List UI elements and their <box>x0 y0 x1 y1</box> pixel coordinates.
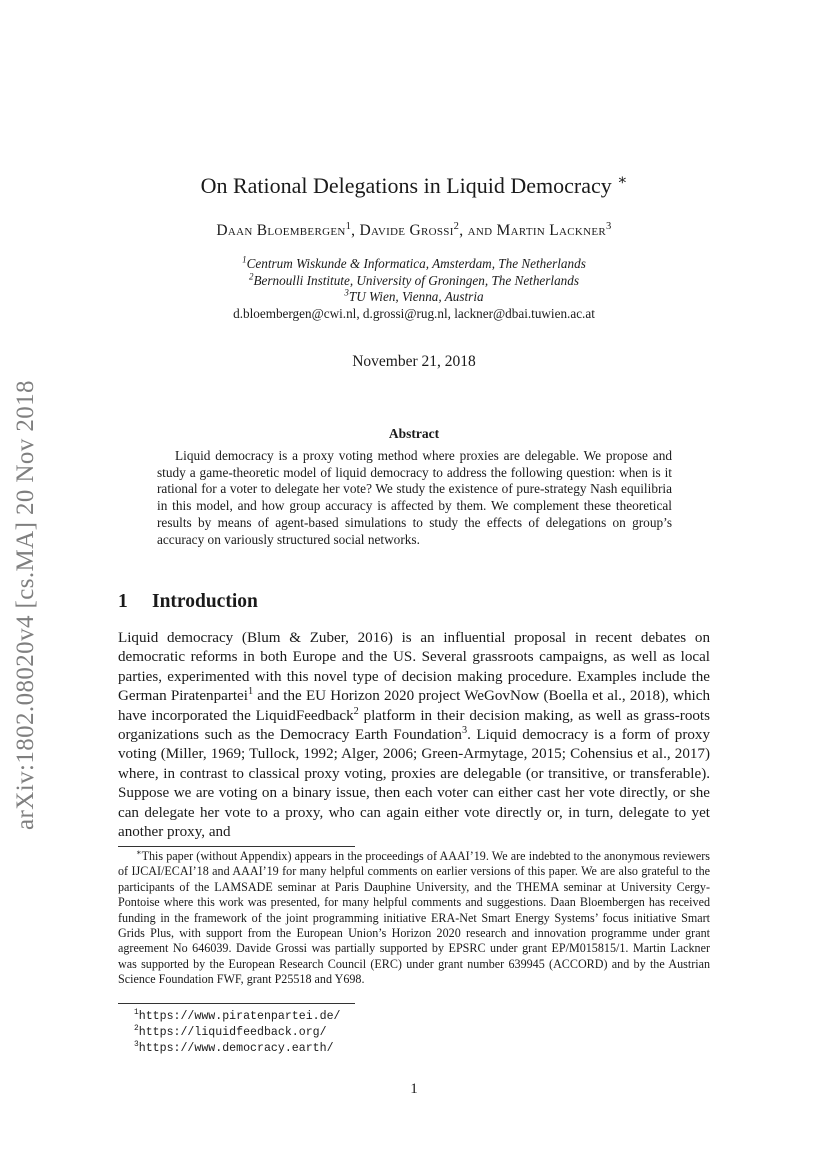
section-title: Introduction <box>152 591 258 612</box>
url-footnote <box>134 1025 341 1041</box>
footnote-url[interactable]: https://www.piratenpartei.de/ <box>138 1010 341 1023</box>
title-footnote-mark: ∗ <box>617 172 628 189</box>
author-affiliation-mark: 3 <box>606 220 612 232</box>
footnote-url[interactable]: https://liquidfeedback.org/ <box>138 1026 327 1039</box>
footnote-mark: 1 <box>134 1008 139 1018</box>
footnote-divider <box>118 846 355 847</box>
intro-text: Liquid democracy (Blum & Zuber, 2016) is an influential proposal in recent debates on democratic reforms in both Europe and the US. Several grassroots campaigns, as well as local parties, experimented with this novel type of decision making procedure. Examples include the German Piratenpartei <box>118 630 710 705</box>
page-number: 1 <box>410 1081 418 1097</box>
footnote-ref: 2 <box>353 705 359 717</box>
footnote-mark: 3 <box>134 1040 139 1050</box>
author-affiliation-mark: 1 <box>345 220 352 232</box>
affiliation <box>0 273 828 289</box>
author-list <box>0 222 828 240</box>
acknowledgement-footnote <box>118 849 710 988</box>
affiliation <box>0 289 828 305</box>
footnote-ref: 3 <box>461 725 468 736</box>
author-affiliation-mark: 2 <box>453 220 460 232</box>
intro-text: and the EU Horizon 2020 project WeGovNow (Boella et al., 2018), which have incorporated the LiquidFeedback <box>118 688 710 724</box>
intro-paragraph <box>118 629 710 842</box>
affiliation-mark: 1 <box>242 254 247 265</box>
author-emails: d.bloembergen@cwi.nl, d.grossi@rug.nl, lackner@dbai.tuwien.ac.at <box>233 306 595 321</box>
abstract-heading: Abstract <box>388 426 440 441</box>
footnote-ref: 1 <box>247 686 254 698</box>
affiliation-mark: 2 <box>249 271 254 282</box>
affiliation-text: Bernoulli Institute, University of Groningen, The Netherlands <box>253 273 579 288</box>
footnote-mark: 2 <box>134 1024 139 1034</box>
author-name: Martin Lackner <box>496 222 607 239</box>
affiliation-text: TU Wien, Vienna, Austria <box>348 289 484 304</box>
url-footnote <box>134 1041 341 1057</box>
url-footnotes <box>134 1009 341 1057</box>
intro-text: platform in their decision making, as well as grass-roots organizations such as the Democracy Earth Foundation <box>118 707 710 744</box>
section-heading <box>118 591 258 613</box>
url-footnote <box>134 1009 341 1025</box>
author-separator: , <box>351 222 360 239</box>
paper-date: November 21, 2018 <box>352 353 476 370</box>
paper-title <box>0 173 828 199</box>
footnote-text: This paper (without Appendix) appears in the proceedings of AAAI’19. We are indebted to the anonymous reviewers of IJCAI/ECAI’18 and AAAI’19 for many helpful comments on earlier versions of this paper. We are also grateful to the participants of the LAMSADE seminar at Paris Dauphine University, and the THEMA seminar at University Cergy-Pontoise where this work was presented, for many helpful comments and suggestions. Daan Bloembergen has received funding in the framework of the joint programming initiative ERA-Net Smart Energy Systems’ focus initiative Smart Grids Plus, with support from the European Union’s Horizon 2020 research and innovation programme under grant agreement No 646039. Davide Grossi was partially supported by EPSRC under grant EP/M015815/1. Martin Lackner was supported by the European Research Council (ERC) under grant number 639945 (ACCORD) and by the Austrian Science Foundation FWF, grant P25518 and Y698. <box>118 849 710 987</box>
author-separator: , and <box>459 222 497 239</box>
arxiv-identifier: arXiv:1802.08020v4 [cs.MA] 20 Nov 2018 <box>12 380 39 830</box>
section-number: 1 <box>118 591 128 612</box>
affiliation-text: Centrum Wiskunde & Informatica, Amsterdam, The Netherlands <box>246 256 586 271</box>
abstract-text: Liquid democracy is a proxy voting method where proxies are delegable. We propose and study a game-theoretic model of liquid democracy to address the following question: when is it rational for a voter to delegate her vote? We study the existence of pure-strategy Nash equilibria in this model, and how group accuracy is affected by them. We complement these theoretical results by means of agent-based simulations to study the effects of delegations on group’s accuracy on variously structured social networks. <box>157 448 672 547</box>
footnote-url[interactable]: https://www.democracy.earth/ <box>138 1042 334 1055</box>
intro-text: . Liquid democracy is a form of proxy voting (Miller, 1969; Tullock, 1992; Alger, 2006; Green-Armytage, 2015; Cohensius et al., 2017) where, in contrast to classical proxy voting, proxies are delegable (or transitive, or transferable). Suppose we are voting on a binary issue, then each voter can either cast her vote directly, or she can delegate her vote to a proxy, who can again either vote directly or, in turn, delegate to yet another proxy, and <box>118 727 710 841</box>
affiliation <box>0 256 828 272</box>
author-name: Daan Bloembergen <box>216 222 346 239</box>
footnote-divider <box>118 1003 355 1004</box>
paper-title-text: On Rational Delegations in Liquid Democracy <box>200 173 612 198</box>
footnote-mark: ∗ <box>136 847 142 857</box>
affiliation-mark: 3 <box>344 287 349 298</box>
author-name: Davide Grossi <box>359 222 454 239</box>
